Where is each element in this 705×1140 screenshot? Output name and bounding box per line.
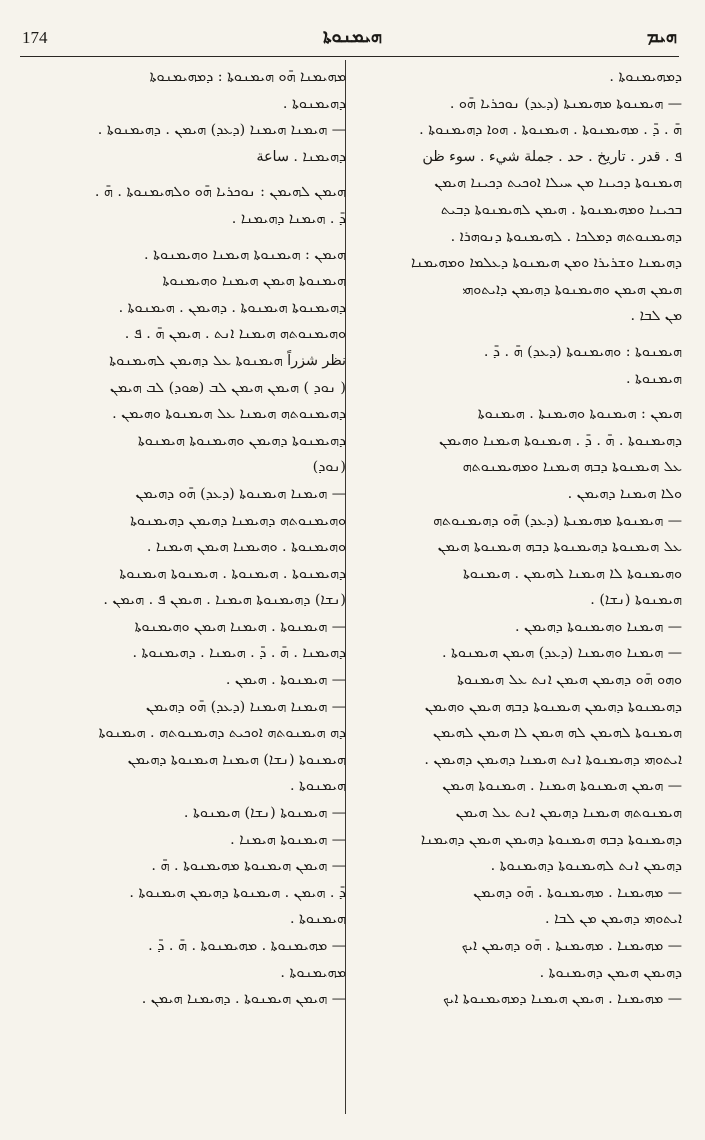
- text-line: — ܗܝܡܢܐ ܘܗܝܡܢܐ (ܕܥܕ) ܗܝܡܢ ܗܝܡܢܘܬܐ .: [441, 645, 682, 662]
- text-line: ܗܝܡܢܘܬܐ ܕܟܝܢܐ ܡܢ ܚܝܠܐ ܐܘܟܝܬ ܕܟܝܢܐ ܗܝܡܢ: [434, 175, 682, 192]
- text-line: ܕܗܝܡܢܘܬܐ . ܗ̄ . ܕ̄ . ܗܝܡܢܘܬܐ ܗܝܡܢܐ ܘܗܝܡܢ: [439, 432, 682, 449]
- text-line: ܡܢ ܠܒܐ .: [630, 308, 682, 325]
- text-line: ܕܗܝܡܢܐ . ܗ̄ . ܕ̄ . ܗܝܡܢܐ . ܕܗܝܡܢܘܬܐ .: [132, 645, 346, 662]
- running-head: [0, 0, 705, 62]
- text-line: ܘܗܝܡܢܘܬܐ ܠܐ ܗܝܡܢܐ ܠܗܝܡܢ . ܗܝܡܢܘܬܐ: [462, 565, 682, 582]
- text-line: — ܡܗܝܡܢܐ . ܗܝܡܢ ܗܝܡܢܐ ܕܡܗܝܡܢܘܬܐ ܐܝܟ: [442, 991, 682, 1008]
- text-line: ܕܗܝܡܢܘܬܗ ܕܡܠܟܐ . ܠܗܝܡܢܘܬܐ ܕܢܘܗܪܐ .: [450, 228, 682, 245]
- text-line: — ܗܝܡܢܘܬܐ ܡܗܝܡܢܬܐ (ܕܥܕ) ܢܘܟܪܝܐ ܗ̄ܘ .: [449, 95, 682, 112]
- text-line: — ܗܝܡܢ ܗܝܡܢܘܬܐ ܗܝܡܢܐ . ܗܝܡܢܘܬܐ ܗܝܡܢ: [442, 778, 682, 795]
- text-line: ܕ̄ . ܗܝܡܢܐ ܕܗܝܡܢܐ .: [231, 210, 346, 227]
- text-line: ܕܗܝܡܢܘܬܗ ܗܝܡܢܐ ܥܠ ܗܝܡܢܘܬܐ ܘܗܝܡܢ .: [112, 406, 346, 423]
- text-line: — ܗܝܡܢܐ ܗܝܡܢܐ (ܕܥܕ) ܗܝܡܢ . ܕܗܝܡܢܘܬܐ .: [97, 122, 346, 139]
- entry-gap: [20, 233, 346, 242]
- text-line: ܡܗܝܡܢܐ ܗ̄ܘ ܗܝܡܢܘܬܐ : ܕܡܗܝܡܢܘܬܐ: [149, 69, 346, 85]
- text-line: ܗܝܡܢܘܬܐ .: [289, 911, 346, 928]
- text-line: ܕܗܝܡܢܘܬܐ ܗܝܡܢܘܬܐ . ܕܗܝܡܢ . ܗܝܡܢܘܬܐ .: [118, 299, 346, 316]
- text-line: ܕܗܝܡܢܘܬܐ ܕܒܗ ܗܝܡܢܘܬܐ ܕܗܝܡܢ ܗܝܡܢ ܕܗܝܡܢܐ: [420, 831, 682, 848]
- text-line: — ܗܝܡܢܐ ܗܝܡܢܐ (ܕܥܕ) ܗ̄ܘ ܕܗܝܡܢ: [145, 698, 346, 715]
- text-line: ܗܝܡܢܘܬܐ ܠܗܝܡܢ ܠܗ ܗܝܡܢ ܠܐ ܗܝܡܢ ܠܗܝܡܢ: [433, 725, 682, 742]
- text-line: ܕܡܗܝܡܢܘܬܐ .: [609, 69, 682, 85]
- text-line: — ܡܗܝܡܢܐ . ܡܗܝܡܢܬܐ . ܗ̄ܘ ܕܗܝܡܢ ܐܝܟ: [461, 938, 682, 954]
- text-line: ܗܝܡܢܘܬܐ (ܢܫܐ) .: [590, 592, 682, 609]
- text-line: ܘܗܝܡܢܘܬܗ ܗܝܡܢܐ ܐܢܬ . ܗܝܡܢ ܗ̄ . ܦ .: [124, 326, 346, 343]
- text-line: نظر شزراً ܗܝܡܢܘܬܐ ܥܠ ܕܗܝܡܢ ܠܗܝܡܢܘܬܐ: [109, 352, 346, 369]
- text-line: ܗܝܡܢ ܠܗܝܡܢ : ܢܘܟܪܝܐ ܗ̄ܘ ܘܠܗܝܡܢܘܬܐ . ܗ̄ .: [94, 184, 346, 201]
- text-line: (ܢܫܐ) ܕܗܝܡܢܘܬܐ ܗܝܡܢܐ . ܗܝܡܢ ܦ . ܗܝܡܢ .: [103, 592, 346, 609]
- text-line: — ܗܝܡܢܘܬܐ ܡܗܝܡܢܬܐ (ܕܥܕ) ܗ̄ܘ ܕܗܝܡܢܘܬܗ: [433, 512, 682, 529]
- page-number: 174: [22, 28, 48, 47]
- text-line: — ܗܝܡܢܘܬܐ . ܗܝܡܢ .: [225, 672, 346, 689]
- text-line: — ܗܝܡܢ ܗܝܡܢܘܬܐ ܡܗܝܡܢܘܬܐ . ܗ̄ .: [151, 858, 346, 875]
- text-line: ܗܝܡܢ : ܗܝܡܢܘܬܐ ܘܗܝܡܢܬܐ . ܗܝܡܢܘܬܐ: [477, 406, 682, 423]
- text-line: ܕ̄ . ܗܝܡܢ . ܗܝܡܢܘܬܐ ܕܗܝܡܢ ܗܝܡܢܘܬܐ .: [129, 884, 346, 901]
- text-line: ܗܝܡܢܘܬܗ ܗܝܡܢܐ ܕܗܝܡܢ ܐܢܬ ܥܠ ܗܝܡܢ: [455, 805, 682, 822]
- text-line: ܗܝܡܢܘܬܐ : ܘܗܝܡܢܘܬܐ (ܕܥܕ) ܗ̄ . ܕ̄ .: [483, 343, 682, 360]
- text-line: — ܗܝܡܢܘܬܐ . ܗܝܡܢܐ ܗܝܡܢ ܘܗܝܡܢܘܬܐ: [134, 618, 346, 635]
- text-line: — ܗܝܡܢܐ ܘܗܝܡܢܘܬܐ ܕܗܝܡܢ .: [514, 618, 682, 635]
- text-line: ܕܗܝܡܢ ܐܢܬ ܠܗܝܡܢܘܬܐ ܕܗܝܡܢܘܬܐ .: [490, 858, 682, 875]
- text-line: ܐܝܬܘܗܝ ܕܗܝܡܢܘܬܐ ܐܢܬ ܗܝܡܢܐ ܕܗܝܡܢ ܕܗܝܡܢ .: [424, 751, 682, 768]
- text-line: ܘܗܝܡܢܘܬܐ . ܘܗܝܡܢܐ ܗܝܡܢ ܗܝܡܢܐ .: [146, 539, 346, 556]
- text-line: ܘܗܝܡܢܘܬܗ ܕܗܝܡܢܐ ܕܗܝܡܢ ܕܗܝܡܢܘܬܐ: [130, 512, 346, 529]
- text-line: ܕܗܝܡܢܘܬܐ . ܗܝܡܢܘܬܐ . ܗܝܡܢܘܬܐ ܗܝܡܢܘܬܐ: [119, 565, 346, 582]
- text-line: ܘܠܐ ܗܝܡܢܐ ܕܗܝܡܢ .: [567, 485, 682, 502]
- text-line: ܕܗܝܡܢܐ . ساعة: [256, 148, 346, 165]
- text-line: — ܗܝܡܢܘܬܐ ܗܝܡܢܐ .: [230, 831, 346, 848]
- text-line: ܕܗ ܗܝܡܢܘܬܗ ܐܘܟܝܬ ܕܗܝܡܢܘܬܗ . ܗܝܡܢܘܬܐ: [98, 725, 346, 742]
- text-line: ( ܢܘܕ ) ܗܝܡܢ ܗܝܡܢ ܠܒ (ܣܘܕ) ܠܒ ܗܝܡܢ: [109, 379, 346, 396]
- text-line: ܦ . قدر . تاريخ . حد . جملة شيء . سوء ظن: [422, 148, 682, 165]
- entry-gap: [356, 392, 682, 401]
- text-line: ܕܗܝܡܢܘܬܐ ܕܗܝܡܢ ܘܗܝܡܢܘܬܐ ܗܝܡܢܘܬܐ: [137, 432, 346, 449]
- text-line: ܕܗܝܡܢܐ ܘܫܪܝܪܐ ܘܡܢ ܗܝܡܢܘܬܐ ܕܥܠܡܐ ܘܡܗܝܡܢܐ: [410, 255, 682, 272]
- text-line: ܗܝܡܢܘܬܐ .: [625, 370, 682, 387]
- left-column: [20, 64, 346, 1124]
- text-line: — ܗܝܡܢ ܗܝܡܢܘܬܐ . ܕܗܝܡܢܐ ܗܝܡܢ .: [141, 991, 346, 1008]
- text-line: ܒܟܝܢܐ ܘܡܗܝܡܢܘܬܐ . ܗܝܡܢ ܠܗܝܡܢܘܬܐ ܕܒܝܬ: [440, 201, 682, 218]
- entry-gap: [356, 330, 682, 339]
- text-line: ܕܗܝܡܢ ܗܝܡܢ ܕܗܝܡܢܘܬܐ .: [539, 964, 682, 981]
- text-line: ܗܝܡܢܘܬܐ (ܢܫܐ) ܗܝܡܢܐ ܗܝܡܢܘܬܐ ܕܗܝܡܢ: [127, 751, 346, 768]
- text-line: ܗܝܡܢܘܬܐ .: [289, 778, 346, 795]
- text-line: — ܗܝܡܢܐ ܗܝܡܢܘܬܐ (ܕܥܕ) ܗ̄ܘ ܕܗܝܡܢ: [135, 485, 346, 502]
- text-line: (ܢܘܕ): [312, 459, 346, 476]
- text-line: ܐܝܬܘܗܝ ܕܗܝܡܢ ܡܢ ܠܒܐ .: [544, 911, 682, 928]
- text-line: — ܡܗܝܡܢܐ . ܡܗܝܡܢܘܬܐ . ܗ̄ܘ ܕܗܝܡܢ: [473, 884, 682, 901]
- text-line: ܕܗܝܡܢܘܬܐ ܕܗܝܡܢ ܗܝܡܢܘܬܐ ܕܒܗ ܗܝܡܢ ܘܗܝܡܢ: [424, 698, 682, 715]
- running-title: ܗܝܡܢܘܬܐ: [322, 26, 383, 47]
- catchword: ܗܝܡ: [646, 26, 677, 47]
- header-rule: [20, 56, 679, 57]
- text-line: — ܡܗܝܡܢܘܬܐ . ܡܗܝܡܢܘܬܐ . ܗ̄ . ܕ̄ .: [148, 938, 346, 954]
- text-line: ܕܗܝܡܢܘܬܐ .: [282, 95, 346, 112]
- text-line: ܗܝܡܢ : ܗܝܡܢܘܬܐ ܗܝܡܢܐ ܘܗܝܡܢܘܬܐ .: [144, 246, 346, 263]
- text-line: ܗܝܡܢ ܗܝܡܢ ܘܗܝܡܢܘܬܐ ܕܗܝܡܢ ܕܐܝܬܘܗܝ: [462, 281, 682, 298]
- entry-gap: [20, 170, 346, 179]
- right-column: [356, 64, 682, 1124]
- text-line: ܥܠ ܗܝܡܢܘܬܐ ܕܗܝܡܢܘܬܐ ܕܒܗ ܗܝܡܢܘܬܐ ܗܝܡܢ: [437, 539, 682, 556]
- text-line: ܗܝܡܢܘܬܐ ܗܝܡܢ ܗܝܡܢܐ ܘܗܝܡܢܘܬܐ: [162, 273, 346, 290]
- text-line: ܗ̄ . ܕ̄ . ܡܗܝܡܢܘܬܐ . ܗܝܡܢܘܬܐ . ܗܘܐ ܕܗܝܡܢܘܬܐ .: [419, 122, 682, 139]
- text-line: ܥܠ ܗܝܡܢܘܬܐ ܕܒܗ ܗܝܡܢܐ ܘܡܗܝܡܢܘܬܗ: [462, 459, 682, 476]
- text-line: ܡܗܝܡܢܘܬܐ .: [280, 964, 346, 981]
- text-line: ܘܗܘ ܗ̄ܘ ܕܗܝܡܢ ܗܝܡܢ ܐܢܬ ܥܠ ܗܝܡܢܘܬܐ: [457, 672, 682, 689]
- text-line: — ܗܝܡܢܘܬܐ (ܢܫܐ) ܗܝܡܢܘܬܐ .: [183, 805, 346, 822]
